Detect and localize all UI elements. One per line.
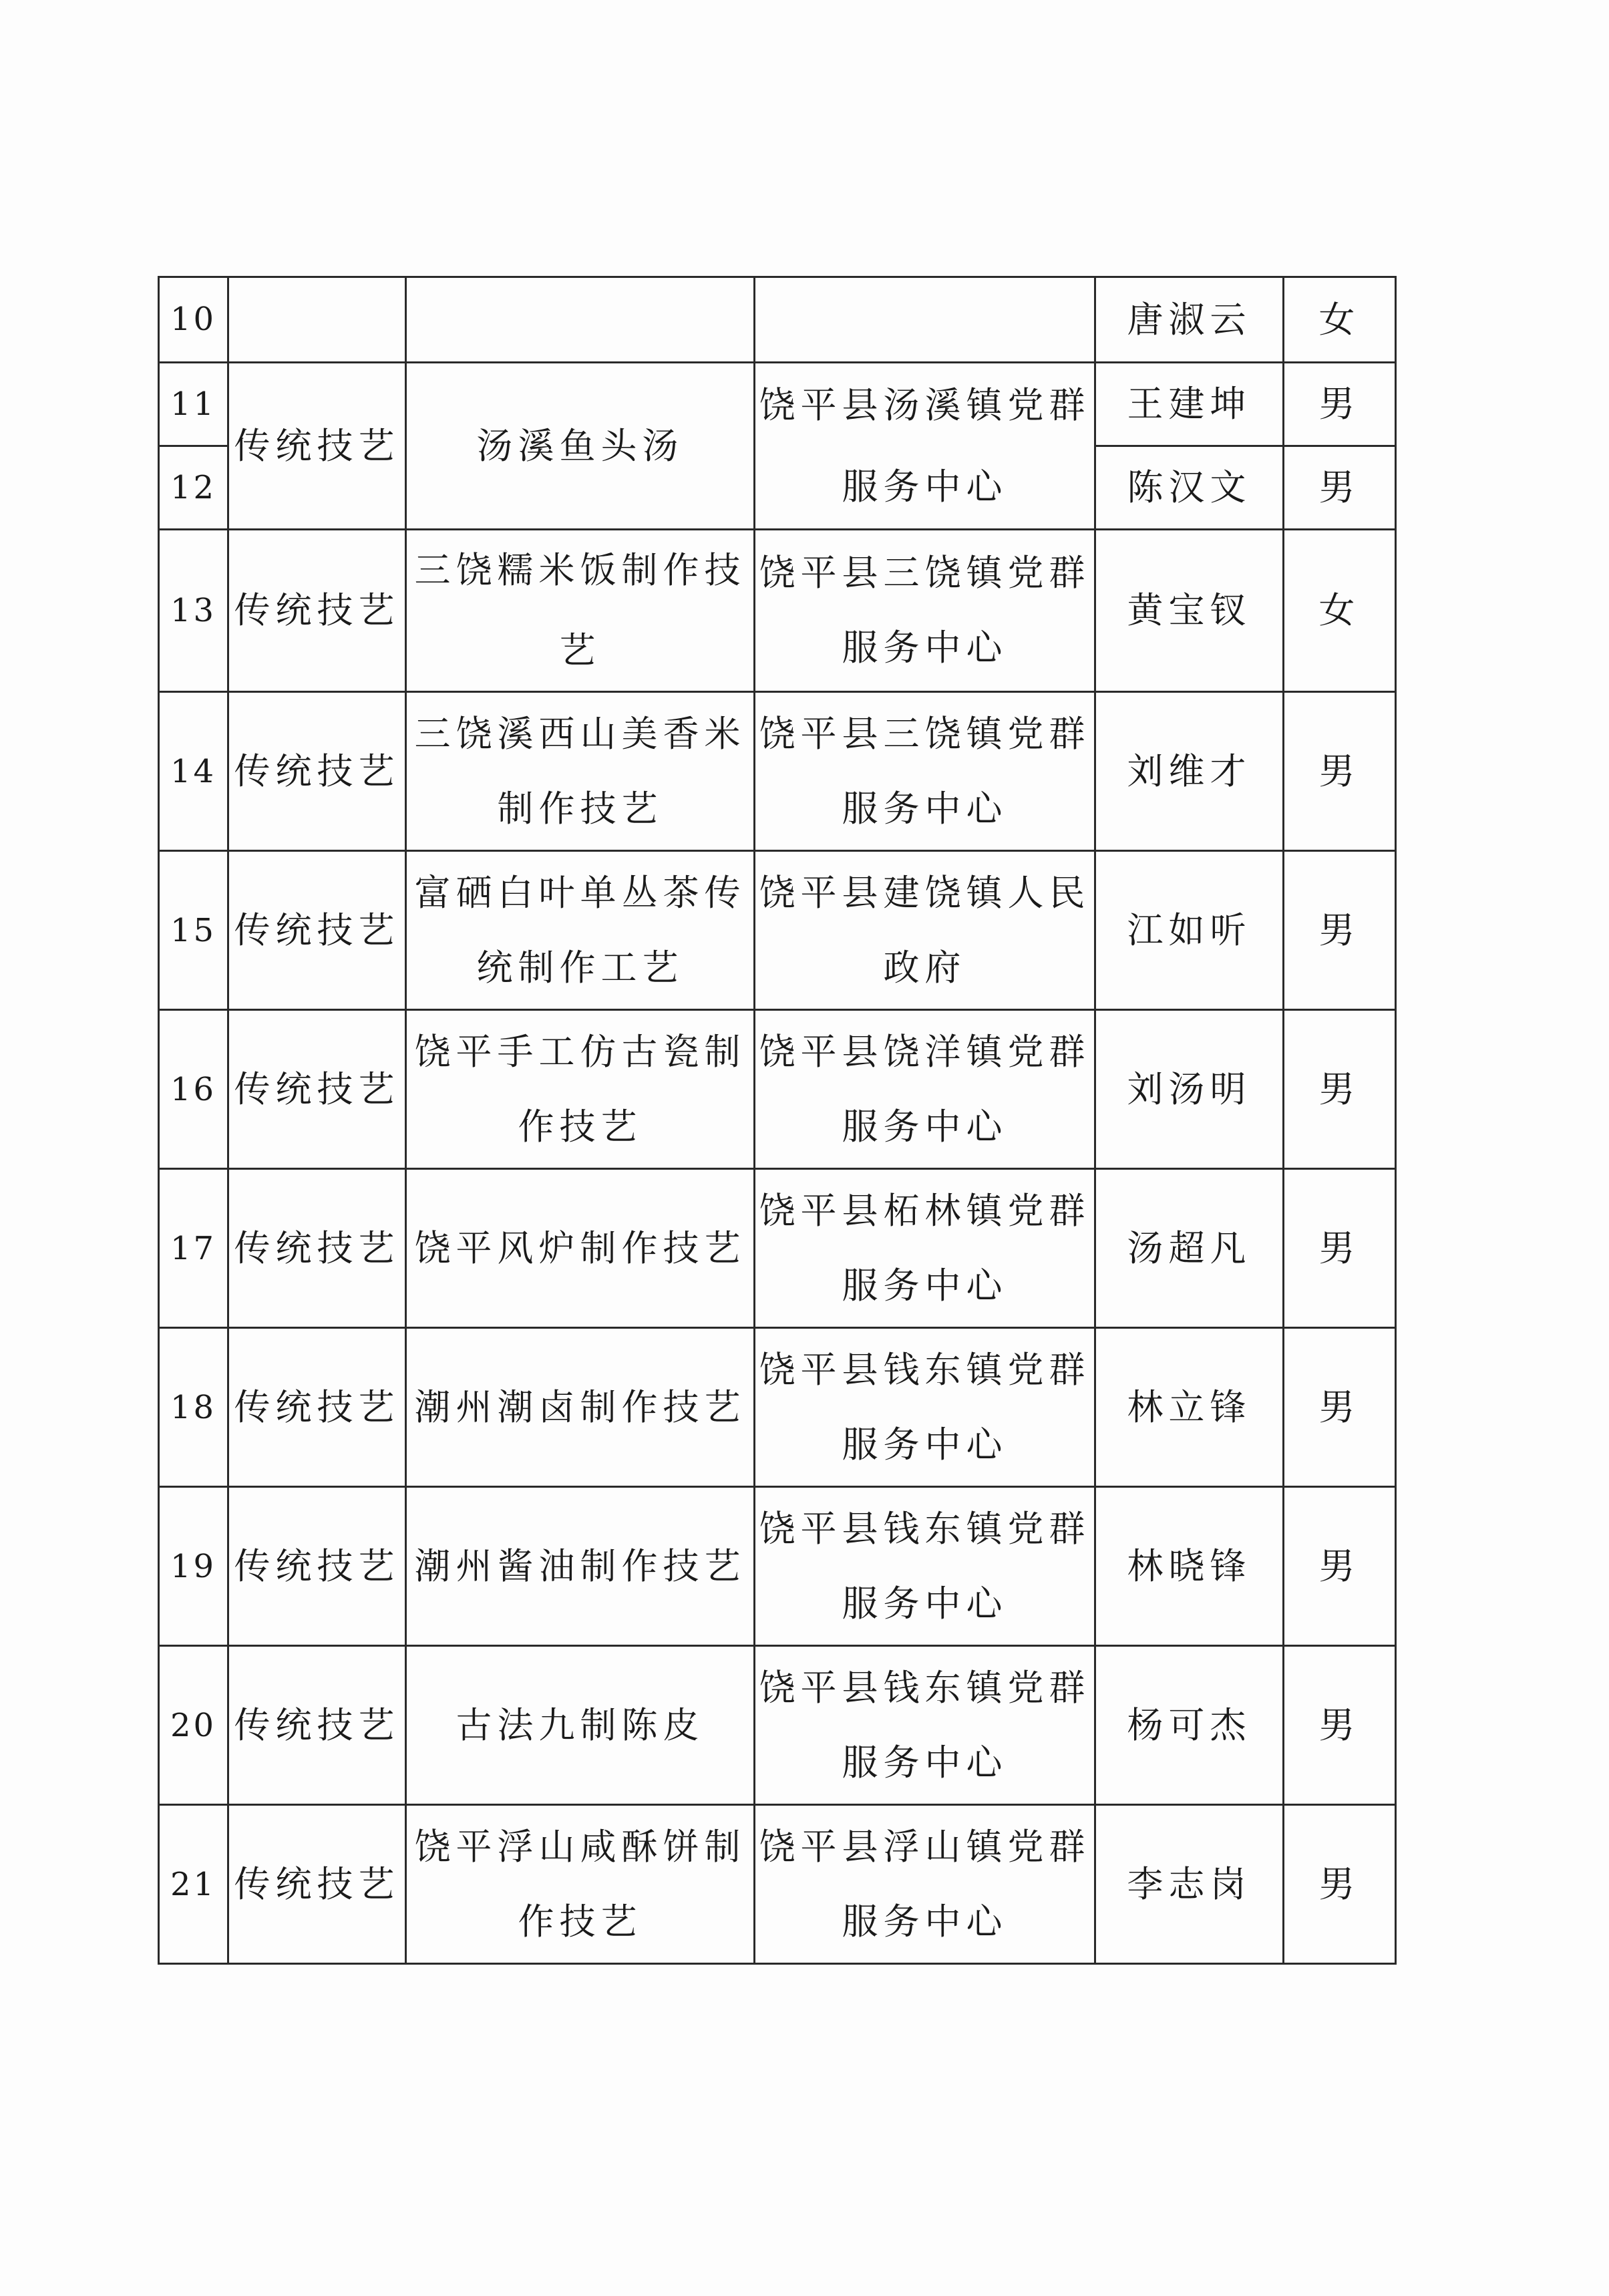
table-row [159,530,1396,692]
row-number: 19 [159,1487,228,1646]
category-cell: 传统技艺 [228,1010,406,1169]
category-cell [228,277,406,363]
category-cell: 传统技艺 [228,692,406,851]
gender-cell: 男 [1284,446,1396,530]
table-row [159,1169,1396,1328]
row-number: 13 [159,530,228,692]
row-number: 18 [159,1328,228,1487]
name-cell: 汤超凡 [1095,1169,1284,1328]
unit-cell: 饶平县汤溪镇党群服务中心 [755,363,1095,530]
unit-cell: 饶平县钱东镇党群服务中心 [755,1487,1095,1646]
project-cell: 三饶糯米饭制作技艺 [406,530,755,692]
name-cell: 王建坤 [1095,363,1284,446]
project-cell: 潮州酱油制作技艺 [406,1487,755,1646]
category-cell: 传统技艺 [228,1646,406,1805]
project-cell [406,277,755,363]
unit-cell: 饶平县钱东镇党群服务中心 [755,1328,1095,1487]
table-row [159,851,1396,1010]
table-row [159,1487,1396,1646]
row-number: 15 [159,851,228,1010]
category-cell: 传统技艺 [228,851,406,1010]
row-number: 14 [159,692,228,851]
category-cell: 传统技艺 [228,1487,406,1646]
name-cell: 林晓锋 [1095,1487,1284,1646]
project-cell: 富硒白叶单丛茶传统制作工艺 [406,851,755,1010]
name-cell: 李志岗 [1095,1805,1284,1964]
project-cell: 三饶溪西山美香米制作技艺 [406,692,755,851]
category-cell: 传统技艺 [228,363,406,530]
project-cell: 潮州潮卤制作技艺 [406,1328,755,1487]
gender-cell: 男 [1284,692,1396,851]
gender-cell: 男 [1284,363,1396,446]
gender-cell: 男 [1284,1010,1396,1169]
heritage-inheritor-table [158,276,1397,1965]
project-cell: 汤溪鱼头汤 [406,363,755,530]
project-cell: 饶平浮山咸酥饼制作技艺 [406,1805,755,1964]
table-row [159,1646,1396,1805]
unit-cell: 饶平县建饶镇人民政府 [755,851,1095,1010]
project-cell: 古法九制陈皮 [406,1646,755,1805]
gender-cell: 女 [1284,277,1396,363]
row-number: 17 [159,1169,228,1328]
name-cell: 唐淑云 [1095,277,1284,363]
table-row [159,692,1396,851]
name-cell: 江如听 [1095,851,1284,1010]
row-number: 21 [159,1805,228,1964]
category-cell: 传统技艺 [228,1328,406,1487]
row-number: 20 [159,1646,228,1805]
name-cell: 林立锋 [1095,1328,1284,1487]
name-cell: 刘维才 [1095,692,1284,851]
project-cell: 饶平风炉制作技艺 [406,1169,755,1328]
unit-cell: 饶平县饶洋镇党群服务中心 [755,1010,1095,1169]
gender-cell: 男 [1284,1487,1396,1646]
table-row [159,1328,1396,1487]
category-cell: 传统技艺 [228,530,406,692]
unit-cell: 饶平县钱东镇党群服务中心 [755,1646,1095,1805]
gender-cell: 男 [1284,1805,1396,1964]
unit-cell: 饶平县三饶镇党群服务中心 [755,692,1095,851]
table-row [159,1805,1396,1964]
name-cell: 杨可杰 [1095,1646,1284,1805]
gender-cell: 男 [1284,1646,1396,1805]
name-cell: 黄宝钗 [1095,530,1284,692]
gender-cell: 男 [1284,851,1396,1010]
unit-cell [755,277,1095,363]
unit-cell: 饶平县柘林镇党群服务中心 [755,1169,1095,1328]
row-number: 10 [159,277,228,363]
gender-cell: 男 [1284,1169,1396,1328]
unit-cell: 饶平县三饶镇党群服务中心 [755,530,1095,692]
table-row [159,277,1396,363]
project-cell: 饶平手工仿古瓷制作技艺 [406,1010,755,1169]
name-cell: 刘汤明 [1095,1010,1284,1169]
table-row [159,363,1396,446]
row-number: 16 [159,1010,228,1169]
gender-cell: 男 [1284,1328,1396,1487]
unit-cell: 饶平县浮山镇党群服务中心 [755,1805,1095,1964]
row-number: 12 [159,446,228,530]
row-number: 11 [159,363,228,446]
category-cell: 传统技艺 [228,1169,406,1328]
table-row [159,1010,1396,1169]
gender-cell: 女 [1284,530,1396,692]
name-cell: 陈汉文 [1095,446,1284,530]
category-cell: 传统技艺 [228,1805,406,1964]
